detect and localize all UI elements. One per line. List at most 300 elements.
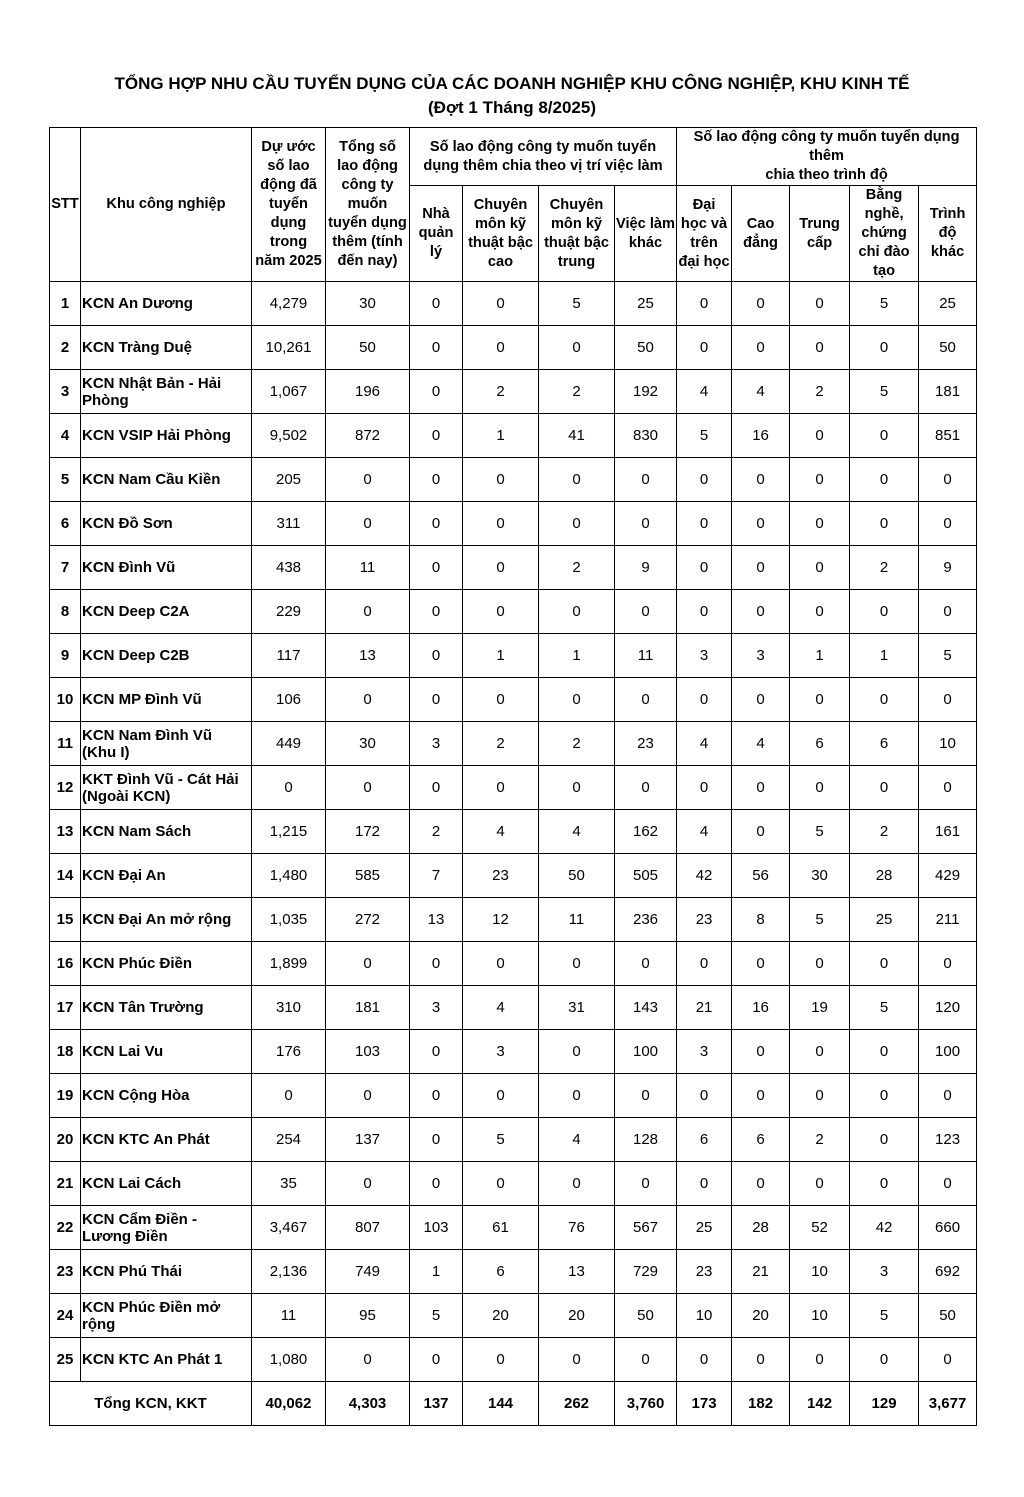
header-group-trinh-do (677, 128, 977, 186)
row-value-cell: 0 (410, 1030, 463, 1074)
row-value-cell: 429 (919, 854, 977, 898)
row-value-cell: 0 (615, 1162, 677, 1206)
row-value-cell: 0 (850, 502, 919, 546)
row-value-cell: 1 (463, 414, 539, 458)
row-value-cell: 42 (850, 1206, 919, 1250)
row-value-cell: 6 (463, 1250, 539, 1294)
row-stt: 1 (50, 282, 81, 326)
row-value-cell: 0 (732, 1074, 790, 1118)
row-value-cell: 176 (252, 1030, 326, 1074)
row-value-cell: 0 (539, 1162, 615, 1206)
row-value-cell: 3,467 (252, 1206, 326, 1250)
total-cell: 173 (677, 1382, 732, 1426)
row-value-cell: 505 (615, 854, 677, 898)
row-value-cell: 0 (790, 414, 850, 458)
total-row (50, 1382, 977, 1426)
row-value-cell: 11 (539, 898, 615, 942)
row-value-cell: 9 (615, 546, 677, 590)
row-value-cell: 2 (463, 370, 539, 414)
row-value-cell: 1,899 (252, 942, 326, 986)
row-value-cell: 192 (615, 370, 677, 414)
row-stt: 23 (50, 1250, 81, 1294)
row-value-cell: 0 (919, 458, 977, 502)
row-value-cell: 11 (615, 634, 677, 678)
row-value-cell: 0 (919, 1074, 977, 1118)
row-value-cell: 0 (677, 1162, 732, 1206)
row-stt: 4 (50, 414, 81, 458)
title-line-2: (Đợt 1 Tháng 8/2025) (428, 98, 596, 117)
row-stt: 11 (50, 722, 81, 766)
row-value-cell: 5 (850, 282, 919, 326)
row-value-cell: 0 (790, 326, 850, 370)
row-value-cell: 5 (790, 898, 850, 942)
row-stt: 12 (50, 766, 81, 810)
row-value-cell: 310 (252, 986, 326, 1030)
row-khu-name: KCN Phúc Điền (81, 942, 252, 986)
row-value-cell: 0 (326, 590, 410, 634)
row-value-cell: 0 (732, 326, 790, 370)
row-value-cell: 117 (252, 634, 326, 678)
header-dai-hoc: Đại học và trên đại học (677, 186, 732, 282)
row-value-cell: 103 (410, 1206, 463, 1250)
row-value-cell: 0 (677, 282, 732, 326)
row-value-cell: 25 (850, 898, 919, 942)
row-value-cell: 128 (615, 1118, 677, 1162)
row-value-cell: 0 (790, 546, 850, 590)
row-value-cell: 1,215 (252, 810, 326, 854)
row-value-cell: 0 (677, 1338, 732, 1382)
row-value-cell: 0 (410, 1074, 463, 1118)
row-stt: 5 (50, 458, 81, 502)
row-value-cell: 205 (252, 458, 326, 502)
row-value-cell: 2 (539, 722, 615, 766)
row-value-cell: 4 (539, 1118, 615, 1162)
row-value-cell: 0 (790, 1338, 850, 1382)
row-value-cell: 6 (850, 722, 919, 766)
row-value-cell: 50 (326, 326, 410, 370)
row-khu-name: KCN Cẩm Điền - Lương Điền (81, 1206, 252, 1250)
row-value-cell: 1,080 (252, 1338, 326, 1382)
row-value-cell: 0 (615, 590, 677, 634)
row-value-cell: 0 (677, 1074, 732, 1118)
row-value-cell: 0 (919, 502, 977, 546)
row-stt: 8 (50, 590, 81, 634)
row-value-cell: 9,502 (252, 414, 326, 458)
row-value-cell: 4 (677, 810, 732, 854)
row-value-cell: 749 (326, 1250, 410, 1294)
row-khu-name: KKT Đình Vũ - Cát Hải (Ngoài KCN) (81, 766, 252, 810)
row-value-cell: 0 (539, 590, 615, 634)
row-value-cell: 0 (850, 590, 919, 634)
row-value-cell: 0 (677, 942, 732, 986)
row-value-cell: 0 (919, 1162, 977, 1206)
row-value-cell: 137 (326, 1118, 410, 1162)
row-value-cell: 0 (463, 1162, 539, 1206)
row-value-cell: 0 (919, 590, 977, 634)
row-value-cell: 9 (919, 546, 977, 590)
row-value-cell: 5 (539, 282, 615, 326)
row-value-cell: 5 (410, 1294, 463, 1338)
title-line-1: TỔNG HỢP NHU CẦU TUYỂN DỤNG CỦA CÁC DOANH NGHIỆP KHU CÔNG NGHIỆP, KHU KINH TẾ (114, 74, 910, 93)
row-value-cell: 52 (790, 1206, 850, 1250)
row-value-cell: 20 (539, 1294, 615, 1338)
row-value-cell: 0 (410, 458, 463, 502)
row-value-cell: 0 (790, 590, 850, 634)
header-trinh-do-khac: Trình độ khác (919, 186, 977, 282)
row-value-cell: 31 (539, 986, 615, 1030)
row-stt: 3 (50, 370, 81, 414)
row-value-cell: 5 (850, 1294, 919, 1338)
table-row (50, 502, 977, 546)
row-value-cell: 25 (677, 1206, 732, 1250)
row-value-cell: 11 (252, 1294, 326, 1338)
header-tong-so: Tổng số lao động công ty muốn tuyển dụng thêm (tính đến nay) (326, 128, 410, 282)
row-value-cell: 161 (919, 810, 977, 854)
header-bang-nghe: Bằng nghề, chứng chỉ đào tạo (850, 186, 919, 282)
row-value-cell: 1 (850, 634, 919, 678)
row-value-cell: 106 (252, 678, 326, 722)
row-value-cell: 0 (850, 1162, 919, 1206)
total-cell: 182 (732, 1382, 790, 1426)
row-value-cell: 0 (790, 282, 850, 326)
row-value-cell: 3 (732, 634, 790, 678)
table-row (50, 590, 977, 634)
row-value-cell: 0 (677, 326, 732, 370)
row-khu-name: KCN Phúc Điền mở rộng (81, 1294, 252, 1338)
row-value-cell: 30 (326, 282, 410, 326)
row-value-cell: 4 (677, 722, 732, 766)
table-row (50, 898, 977, 942)
row-value-cell: 2 (850, 810, 919, 854)
row-value-cell: 0 (463, 1338, 539, 1382)
row-value-cell: 41 (539, 414, 615, 458)
header-du-uoc: Dự ước số lao động đã tuyển dụng trong năm 2025 (252, 128, 326, 282)
row-stt: 18 (50, 1030, 81, 1074)
row-value-cell: 2 (463, 722, 539, 766)
table-row (50, 1250, 977, 1294)
row-value-cell: 0 (919, 942, 977, 986)
row-value-cell: 42 (677, 854, 732, 898)
row-value-cell: 311 (252, 502, 326, 546)
row-value-cell: 0 (732, 546, 790, 590)
header-nha-quan-ly: Nhà quản lý (410, 186, 463, 282)
row-value-cell: 851 (919, 414, 977, 458)
row-value-cell: 1,067 (252, 370, 326, 414)
row-stt: 6 (50, 502, 81, 546)
row-value-cell: 4 (677, 370, 732, 414)
row-value-cell: 0 (539, 458, 615, 502)
table-row (50, 634, 977, 678)
row-value-cell: 2 (850, 546, 919, 590)
row-value-cell: 0 (539, 942, 615, 986)
total-cell: 137 (410, 1382, 463, 1426)
row-value-cell: 0 (410, 590, 463, 634)
row-value-cell: 0 (732, 678, 790, 722)
row-value-cell: 0 (615, 1338, 677, 1382)
row-value-cell: 6 (677, 1118, 732, 1162)
row-khu-name: KCN Tân Trường (81, 986, 252, 1030)
row-value-cell: 2 (790, 370, 850, 414)
row-value-cell: 0 (790, 458, 850, 502)
row-value-cell: 211 (919, 898, 977, 942)
table-row (50, 1206, 977, 1250)
total-cell: 144 (463, 1382, 539, 1426)
row-value-cell: 50 (919, 326, 977, 370)
row-value-cell: 0 (732, 942, 790, 986)
row-value-cell: 1 (539, 634, 615, 678)
row-value-cell: 28 (850, 854, 919, 898)
total-cell: 129 (850, 1382, 919, 1426)
row-value-cell: 585 (326, 854, 410, 898)
row-stt: 17 (50, 986, 81, 1030)
table-row (50, 326, 977, 370)
row-value-cell: 1 (410, 1250, 463, 1294)
row-value-cell: 0 (539, 766, 615, 810)
row-value-cell: 0 (410, 326, 463, 370)
table-row (50, 414, 977, 458)
row-stt: 16 (50, 942, 81, 986)
row-value-cell: 0 (850, 1074, 919, 1118)
total-cell: 3,760 (615, 1382, 677, 1426)
row-value-cell: 13 (539, 1250, 615, 1294)
row-value-cell: 35 (252, 1162, 326, 1206)
row-value-cell: 100 (615, 1030, 677, 1074)
table-row (50, 766, 977, 810)
table-row (50, 1118, 977, 1162)
row-value-cell: 1,035 (252, 898, 326, 942)
row-value-cell: 0 (410, 282, 463, 326)
row-value-cell: 0 (677, 590, 732, 634)
row-value-cell: 0 (850, 766, 919, 810)
row-value-cell: 0 (790, 1030, 850, 1074)
row-value-cell: 0 (410, 942, 463, 986)
row-value-cell: 0 (410, 1118, 463, 1162)
row-value-cell: 3 (677, 1030, 732, 1074)
row-value-cell: 6 (732, 1118, 790, 1162)
row-value-cell: 0 (410, 766, 463, 810)
row-value-cell: 162 (615, 810, 677, 854)
row-value-cell: 0 (732, 810, 790, 854)
row-value-cell: 0 (326, 458, 410, 502)
row-value-cell: 0 (539, 678, 615, 722)
row-value-cell: 0 (615, 458, 677, 502)
row-value-cell: 20 (732, 1294, 790, 1338)
row-stt: 14 (50, 854, 81, 898)
row-value-cell: 4 (463, 986, 539, 1030)
row-value-cell: 0 (410, 678, 463, 722)
row-value-cell: 0 (850, 1030, 919, 1074)
row-value-cell: 254 (252, 1118, 326, 1162)
row-value-cell: 0 (850, 1118, 919, 1162)
row-value-cell: 1 (463, 634, 539, 678)
row-value-cell: 0 (850, 942, 919, 986)
row-value-cell: 0 (539, 1338, 615, 1382)
row-stt: 25 (50, 1338, 81, 1382)
row-khu-name: KCN Đại An (81, 854, 252, 898)
table-row (50, 1338, 977, 1382)
total-cell: 3,677 (919, 1382, 977, 1426)
row-value-cell: 0 (919, 678, 977, 722)
row-value-cell: 0 (252, 766, 326, 810)
row-value-cell: 0 (732, 1338, 790, 1382)
row-value-cell: 2 (410, 810, 463, 854)
row-value-cell: 0 (539, 326, 615, 370)
row-value-cell: 0 (410, 634, 463, 678)
row-value-cell: 0 (732, 766, 790, 810)
row-value-cell: 0 (539, 1030, 615, 1074)
row-khu-name: KCN Deep C2B (81, 634, 252, 678)
total-label: Tổng KCN, KKT (50, 1382, 252, 1426)
table-body (50, 282, 977, 1382)
table-row (50, 986, 977, 1030)
row-stt: 7 (50, 546, 81, 590)
row-value-cell: 0 (463, 1074, 539, 1118)
row-khu-name: KCN Đại An mở rộng (81, 898, 252, 942)
row-value-cell: 2 (539, 546, 615, 590)
row-khu-name: KCN Lai Cách (81, 1162, 252, 1206)
row-value-cell: 660 (919, 1206, 977, 1250)
row-value-cell: 120 (919, 986, 977, 1030)
row-value-cell: 196 (326, 370, 410, 414)
table-header (50, 128, 977, 282)
row-value-cell: 143 (615, 986, 677, 1030)
row-value-cell: 0 (539, 502, 615, 546)
row-value-cell: 0 (326, 766, 410, 810)
table-row (50, 282, 977, 326)
row-stt: 9 (50, 634, 81, 678)
row-value-cell: 0 (463, 326, 539, 370)
row-value-cell: 872 (326, 414, 410, 458)
row-value-cell: 61 (463, 1206, 539, 1250)
header-khu-cong-nghiep: Khu công nghiệp (81, 128, 252, 282)
row-value-cell: 11 (326, 546, 410, 590)
row-value-cell: 438 (252, 546, 326, 590)
row-value-cell: 0 (732, 282, 790, 326)
row-khu-name: KCN Nam Cầu Kiền (81, 458, 252, 502)
row-value-cell: 0 (919, 766, 977, 810)
header-chuyen-mon-cao: Chuyên môn kỹ thuật bậc cao (463, 186, 539, 282)
row-value-cell: 0 (850, 326, 919, 370)
row-value-cell: 172 (326, 810, 410, 854)
row-value-cell: 0 (410, 414, 463, 458)
row-value-cell: 0 (850, 678, 919, 722)
row-value-cell: 23 (677, 898, 732, 942)
row-khu-name: KCN Lai Vu (81, 1030, 252, 1074)
row-value-cell: 0 (615, 678, 677, 722)
row-stt: 2 (50, 326, 81, 370)
row-value-cell: 0 (850, 414, 919, 458)
row-value-cell: 5 (919, 634, 977, 678)
row-value-cell: 0 (463, 766, 539, 810)
header-chuyen-mon-trung: Chuyên môn kỹ thuật bậc trung (539, 186, 615, 282)
row-value-cell: 0 (732, 590, 790, 634)
row-value-cell: 0 (615, 1074, 677, 1118)
row-value-cell: 10 (677, 1294, 732, 1338)
row-value-cell: 19 (790, 986, 850, 1030)
header-stt: STT (50, 128, 81, 282)
table-row (50, 1074, 977, 1118)
row-value-cell: 23 (677, 1250, 732, 1294)
row-value-cell: 3 (463, 1030, 539, 1074)
row-value-cell: 0 (326, 502, 410, 546)
row-value-cell: 76 (539, 1206, 615, 1250)
row-khu-name: KCN Phú Thái (81, 1250, 252, 1294)
row-value-cell: 0 (539, 1074, 615, 1118)
table-row (50, 942, 977, 986)
row-value-cell: 0 (463, 590, 539, 634)
row-value-cell: 103 (326, 1030, 410, 1074)
row-value-cell: 6 (790, 722, 850, 766)
row-value-cell: 229 (252, 590, 326, 634)
row-value-cell: 0 (790, 1074, 850, 1118)
row-value-cell: 5 (850, 370, 919, 414)
row-value-cell: 20 (463, 1294, 539, 1338)
row-value-cell: 0 (410, 1162, 463, 1206)
row-khu-name: KCN KTC An Phát (81, 1118, 252, 1162)
row-value-cell: 0 (790, 1162, 850, 1206)
row-value-cell: 0 (410, 1338, 463, 1382)
row-stt: 24 (50, 1294, 81, 1338)
row-stt: 13 (50, 810, 81, 854)
header-trung-cap: Trung cấp (790, 186, 850, 282)
row-khu-name: KCN KTC An Phát 1 (81, 1338, 252, 1382)
row-value-cell: 0 (410, 370, 463, 414)
row-value-cell: 567 (615, 1206, 677, 1250)
row-value-cell: 0 (326, 678, 410, 722)
row-value-cell: 4 (732, 722, 790, 766)
row-khu-name: KCN Đình Vũ (81, 546, 252, 590)
header-group-trinh-do-line1: Số lao động công ty muốn tuyển dụng thêm (693, 129, 960, 164)
row-stt: 20 (50, 1118, 81, 1162)
total-cell: 262 (539, 1382, 615, 1426)
row-value-cell: 0 (732, 502, 790, 546)
row-value-cell: 0 (463, 546, 539, 590)
row-value-cell: 3 (850, 1250, 919, 1294)
row-value-cell: 8 (732, 898, 790, 942)
row-value-cell: 28 (732, 1206, 790, 1250)
row-value-cell: 3 (410, 986, 463, 1030)
row-value-cell: 0 (463, 282, 539, 326)
row-value-cell: 0 (615, 766, 677, 810)
row-khu-name: KCN Nam Sách (81, 810, 252, 854)
row-value-cell: 16 (732, 986, 790, 1030)
table-row (50, 546, 977, 590)
row-value-cell: 0 (615, 502, 677, 546)
row-value-cell: 1,480 (252, 854, 326, 898)
row-value-cell: 0 (677, 458, 732, 502)
table-row (50, 722, 977, 766)
row-stt: 19 (50, 1074, 81, 1118)
row-value-cell: 2 (539, 370, 615, 414)
header-group-vi-tri: Số lao động công ty muốn tuyển dụng thêm chia theo vị trí việc làm (410, 128, 677, 186)
row-value-cell: 50 (615, 326, 677, 370)
total-cell: 4,303 (326, 1382, 410, 1426)
row-value-cell: 5 (677, 414, 732, 458)
row-value-cell: 23 (615, 722, 677, 766)
row-value-cell: 12 (463, 898, 539, 942)
row-value-cell: 0 (326, 1338, 410, 1382)
row-value-cell: 25 (919, 282, 977, 326)
row-value-cell: 4 (539, 810, 615, 854)
row-khu-name: KCN An Dương (81, 282, 252, 326)
header-viec-lam-khac: Việc làm khác (615, 186, 677, 282)
row-value-cell: 0 (463, 502, 539, 546)
row-value-cell: 10 (790, 1250, 850, 1294)
row-value-cell: 4,279 (252, 282, 326, 326)
row-value-cell: 0 (252, 1074, 326, 1118)
row-value-cell: 0 (326, 942, 410, 986)
row-value-cell: 807 (326, 1206, 410, 1250)
